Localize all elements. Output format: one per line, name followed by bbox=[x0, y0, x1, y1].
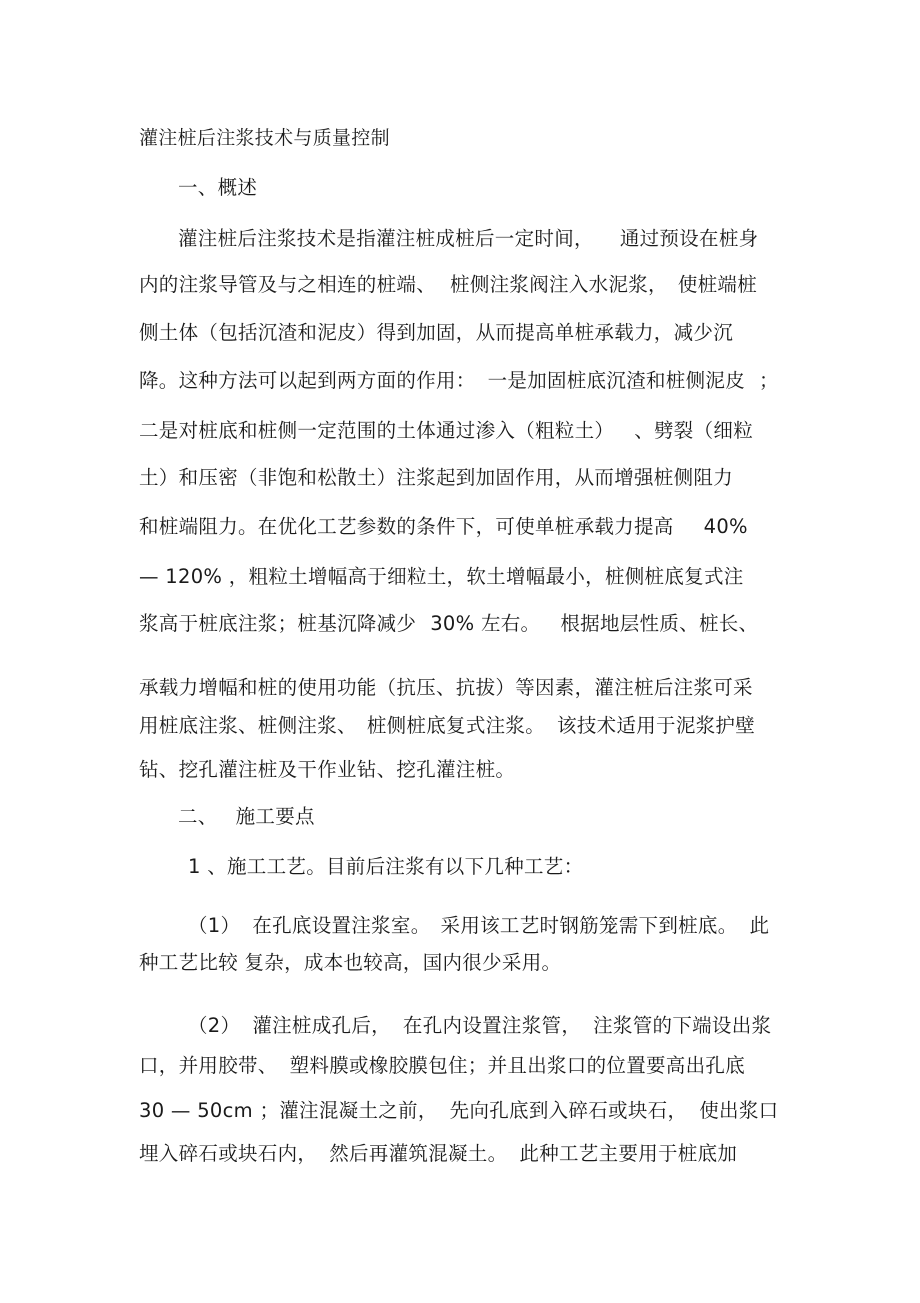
paragraph-line bbox=[139, 272, 757, 298]
text-run: 口，并用胶带、 bbox=[139, 1054, 278, 1077]
text-run: 采用该工艺时钢筋笼需下到桩底。 bbox=[440, 914, 738, 937]
paragraph-line: 土）和压密（非饱和松散土）注浆起到加固作用，从而增强桩侧阻力 bbox=[139, 466, 734, 489]
text-run: 注浆管的下端设出浆 bbox=[593, 1014, 772, 1037]
paragraph-line bbox=[139, 514, 748, 540]
text-run: 桩侧桩底复式注浆。 bbox=[366, 714, 546, 737]
text-run: 该技术适用于泥浆护壁 bbox=[557, 714, 756, 737]
sub-item-line bbox=[188, 1013, 771, 1039]
text-run: 根据地层性质、桩长、 bbox=[560, 612, 759, 635]
sub-item-line: 种工艺比较 复杂，成本也较高，国内很少采用。 bbox=[139, 951, 562, 974]
text-run: 先向孔底到入碎石或块石， bbox=[449, 1099, 688, 1122]
text-run: 二是对桩底和桩侧一定范围的土体通过渗入（粗粒土） bbox=[139, 419, 615, 442]
text-run: 然后再灌筑混凝土。 bbox=[329, 1142, 508, 1165]
text-run: 浆高于桩底注浆；桩基沉降减少 bbox=[139, 612, 417, 635]
text-run: 此 bbox=[749, 914, 770, 937]
text-run: 内的注浆导管及与之相连的桩端、 bbox=[139, 273, 437, 296]
text-run: 30% 左右。 bbox=[430, 612, 541, 635]
section-heading-construction bbox=[178, 804, 315, 830]
text-run: 降。这种方法可以起到两方面的作用： bbox=[139, 369, 476, 392]
paragraph-line bbox=[139, 418, 753, 444]
text-run: （1） bbox=[188, 914, 241, 937]
text-run: 、劈裂（细粒 bbox=[634, 419, 754, 442]
paragraph-line bbox=[178, 226, 758, 252]
paragraph-line bbox=[139, 611, 758, 637]
paragraph-line: — 120% ，粗粒土增幅高于细粒土，软土增幅最小，桩侧桩底复式注 bbox=[139, 565, 744, 588]
text-run: ； bbox=[759, 369, 779, 392]
paragraph-line: 侧土体（包括沉渣和泥皮）得到加固，从而提高单桩承载力，减少沉 bbox=[139, 321, 734, 344]
document-title: 灌注桩后注浆技术与质量控制 bbox=[139, 127, 390, 149]
text-run: 使桩端桩 bbox=[677, 273, 758, 296]
text-run: 桩侧注浆阀注入水泥浆， bbox=[450, 273, 668, 296]
paragraph-line: 钻、挖孔灌注桩及干作业钻、挖孔灌注桩。 bbox=[139, 758, 516, 781]
text-run: 灌注桩成孔后， bbox=[252, 1014, 391, 1037]
paragraph-line bbox=[139, 713, 755, 739]
sub-item-line bbox=[139, 1053, 745, 1079]
text-run: 塑料膜或橡胶膜包住；并且出浆口的位置要高出孔底 bbox=[289, 1054, 746, 1077]
text-run: 施工要点 bbox=[235, 805, 315, 828]
section-heading-overview: 一、概述 bbox=[178, 176, 258, 199]
text-run: 和桩端阻力。在优化工艺参数的条件下，可使单桩承载力提高 bbox=[139, 515, 674, 538]
text-run: 用桩底注浆、桩侧注浆、 bbox=[139, 714, 357, 737]
sub-item-line bbox=[188, 913, 769, 939]
text-run: 一是加固桩底沉渣和桩侧泥皮 bbox=[487, 369, 746, 392]
text-run: 埋入碎石或块石内， bbox=[139, 1142, 318, 1165]
text-run: 在孔底设置注浆室。 bbox=[252, 914, 431, 937]
text-run: 灌注桩后注浆技术是指灌注桩成桩后一定时间， bbox=[178, 227, 594, 250]
text-run: （2） bbox=[188, 1014, 241, 1037]
paragraph-line bbox=[139, 368, 779, 394]
text-run: 在孔内设置注浆管， bbox=[402, 1014, 582, 1037]
text-run: 使出浆口 bbox=[699, 1099, 779, 1122]
list-item-process: 1 、施工工艺。目前后注浆有以下几种工艺： bbox=[188, 855, 584, 878]
paragraph-line: 承载力增幅和桩的使用功能（抗压、抗拔）等因素，灌注桩后注浆可采 bbox=[139, 676, 753, 699]
sub-item-line bbox=[139, 1141, 737, 1167]
text-run: 二、 bbox=[178, 805, 218, 828]
sub-item-line bbox=[139, 1098, 778, 1124]
text-run: 30 — 50cm ；灌注混凝土之前， bbox=[139, 1099, 438, 1122]
text-run: 通过预设在桩身 bbox=[619, 227, 759, 250]
text-run: 此种工艺主要用于桩底加 bbox=[519, 1142, 738, 1165]
text-run: 40% bbox=[703, 515, 748, 538]
